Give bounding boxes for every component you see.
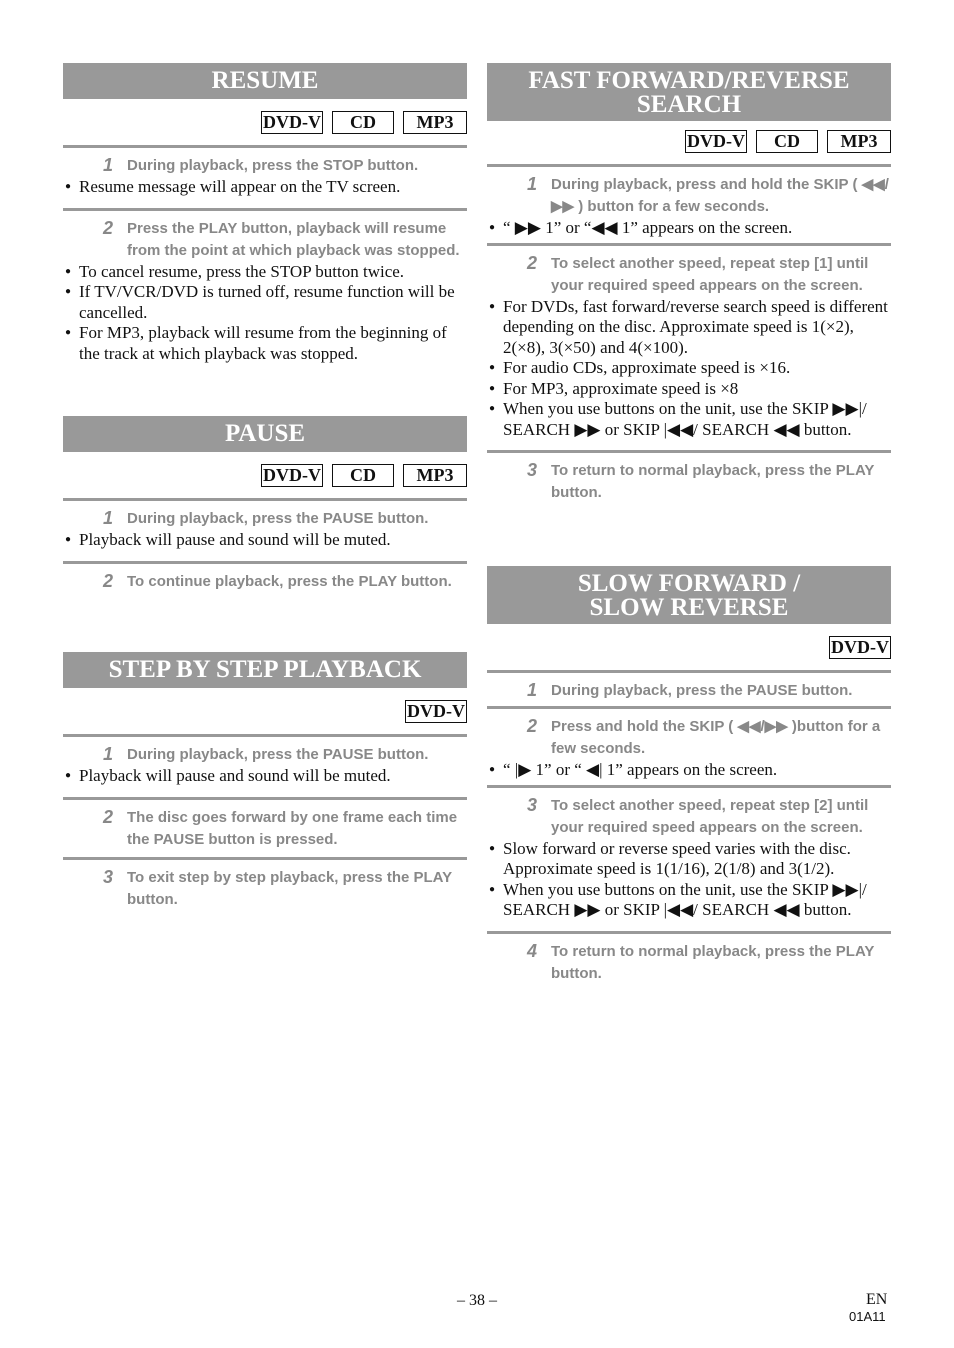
divider [63, 797, 467, 800]
badge-dvd-v: DVD-V [407, 701, 465, 721]
bullet-item: ● For MP3, playback will resume from the beginning of the track at which playback was stopped. [63, 323, 467, 364]
badge-dvd-v: DVD-V [831, 637, 889, 657]
divider [63, 561, 467, 564]
divider [63, 208, 467, 211]
step-text: During playback, press the PAUSE button. [127, 510, 429, 527]
step-number: 1 [102, 155, 113, 175]
badge-mp3: MP3 [827, 130, 891, 153]
slow-step-1 [487, 680, 891, 702]
step-number: 1 [102, 508, 113, 528]
badge-dvd-v: DVD-V [263, 465, 321, 485]
resume-step-2 [63, 218, 467, 262]
bullet-item: ● For MP3, approximate speed is ×8 [487, 379, 891, 400]
ff-search-title [487, 63, 891, 121]
step-text: To select another speed, repeat step [1] until your required speed appears on the screen. [551, 254, 869, 294]
resume-badges [63, 111, 467, 134]
divider [487, 785, 891, 788]
step-playback-title: STEP BY STEP PLAYBACK [63, 652, 467, 688]
slow-step-2 [487, 716, 891, 760]
badge-mp3: MP3 [403, 464, 467, 487]
slow-section [487, 566, 891, 985]
divider [487, 931, 891, 934]
badge-mp3: MP3 [403, 111, 467, 134]
step-number: 2 [102, 806, 113, 827]
step-text: To return to normal playback, press the PLAY button. [551, 462, 875, 501]
step-playback-badges [63, 700, 467, 723]
ff-step-1 [487, 174, 891, 218]
step-text: During playback, press and hold the SKIP ( ◀◀/▶▶ ) button for a few seconds. [551, 176, 889, 215]
pause-badges [63, 464, 467, 487]
pause-title: PAUSE [63, 416, 467, 452]
step-text: During playback, press the PAUSE button. [127, 746, 429, 763]
pause-section [63, 416, 467, 593]
ff-search-section [487, 63, 891, 504]
step-playback-step-2 [63, 807, 467, 851]
step-number: 1 [526, 174, 537, 194]
divider [63, 857, 467, 860]
slow-title-line-1: SLOW FORWARD / [577, 570, 801, 597]
slow-step-3 [487, 795, 891, 839]
ff-search-badges [487, 130, 891, 153]
bullet-item: ● Slow forward or reverse speed varies with the disc. Approximate speed is 1(1/16), 2(1/8) and 3(1/2). [487, 839, 891, 880]
slow-step-4 [487, 941, 891, 985]
bullet-item: ● If TV/VCR/DVD is turned off, resume function will be cancelled. [63, 282, 467, 323]
bullet-item: ● Playback will pause and sound will be muted. [63, 766, 467, 787]
step-playback-step-3 [63, 867, 467, 911]
step-text: To return to normal playback, press the PLAY button. [551, 942, 875, 982]
ff-step-3 [487, 460, 891, 504]
badge-cd: CD [332, 464, 394, 487]
bullet-item: ● To cancel resume, press the STOP button twice. [63, 262, 467, 283]
badge-dvd-v: DVD-V [263, 112, 321, 132]
step-number: 2 [526, 252, 537, 273]
resume-title: RESUME [63, 63, 467, 99]
step-text: During playback, press the STOP button. [127, 157, 419, 174]
divider [63, 145, 467, 148]
ff-step-2 [487, 253, 891, 297]
divider [487, 670, 891, 673]
bullet-item: ● For DVDs, fast forward/reverse search speed is different depending on the disc. Approximate speed is 1(×2), 2(×8), 3(×50) and 4(×100). [487, 297, 891, 359]
ff-search-title-line-1: FAST FORWARD/REVERSE [528, 67, 850, 94]
slow-title-line-2: SLOW REVERSE [589, 594, 789, 621]
step-text: During playback, press the PAUSE button. [551, 682, 853, 699]
badge-dvd-v: DVD-V [687, 131, 745, 151]
divider [487, 450, 891, 453]
step-text: To exit step by step playback, press the PLAY button. [127, 868, 452, 908]
step-text: To select another speed, repeat step [2] until your required speed appears on the screen. [551, 796, 869, 836]
divider [487, 706, 891, 709]
bullet-item: ● Playback will pause and sound will be muted. [63, 530, 467, 551]
step-text: The disc goes forward by one frame each time the PAUSE button is pressed. [127, 808, 458, 848]
resume-step-1 [63, 155, 467, 177]
language-code: EN [866, 1291, 888, 1308]
step-playback-step-1 [63, 744, 467, 766]
step-number: 4 [526, 940, 537, 961]
divider [487, 243, 891, 246]
bullet-item: ● Resume message will appear on the TV screen. [63, 177, 467, 198]
document-code: 01A11 [849, 1309, 886, 1324]
page-number: – 38 – [457, 1292, 497, 1309]
step-number: 2 [102, 217, 113, 238]
divider [63, 734, 467, 737]
step-text: Press and hold the SKIP ( ◀◀/▶▶ )button for a few seconds. [551, 718, 881, 757]
pause-step-2 [63, 571, 467, 593]
divider [487, 164, 891, 167]
divider [63, 498, 467, 501]
step-playback-section [63, 652, 467, 911]
slow-title [487, 566, 891, 624]
bullet-item: ● When you use buttons on the unit, use the SKIP ▶▶|/ SEARCH ▶▶ or SKIP |◀◀/ SEARCH ◀◀ button. [487, 880, 891, 921]
step-number: 3 [526, 460, 537, 480]
pause-step-1 [63, 508, 467, 530]
step-number: 3 [526, 794, 537, 815]
bullet-item: ● When you use buttons on the unit, use the SKIP ▶▶|/ SEARCH ▶▶ or SKIP |◀◀/ SEARCH ◀◀ button. [487, 399, 891, 440]
bullet-item: ● “ |▶ 1” or “ ◀| 1” appears on the screen. [487, 760, 891, 781]
slow-badges [487, 636, 891, 659]
badge-cd: CD [756, 130, 818, 153]
badge-cd: CD [332, 111, 394, 134]
ff-search-title-line-2: SEARCH [636, 91, 742, 118]
step-text: Press the PLAY button, playback will resume from the point at which playback was stopped. [127, 219, 460, 259]
bullet-item: ● “ ▶▶ 1” or “◀◀ 1” appears on the screen. [487, 218, 891, 239]
step-number: 3 [102, 866, 113, 887]
bullet-item: ● For audio CDs, approximate speed is ×16. [487, 358, 891, 379]
step-number: 2 [102, 570, 113, 591]
step-number: 1 [102, 744, 113, 764]
step-number: 2 [526, 716, 537, 736]
step-number: 1 [526, 680, 537, 700]
step-text: To continue playback, press the PLAY button. [127, 572, 452, 590]
resume-section [63, 63, 467, 364]
